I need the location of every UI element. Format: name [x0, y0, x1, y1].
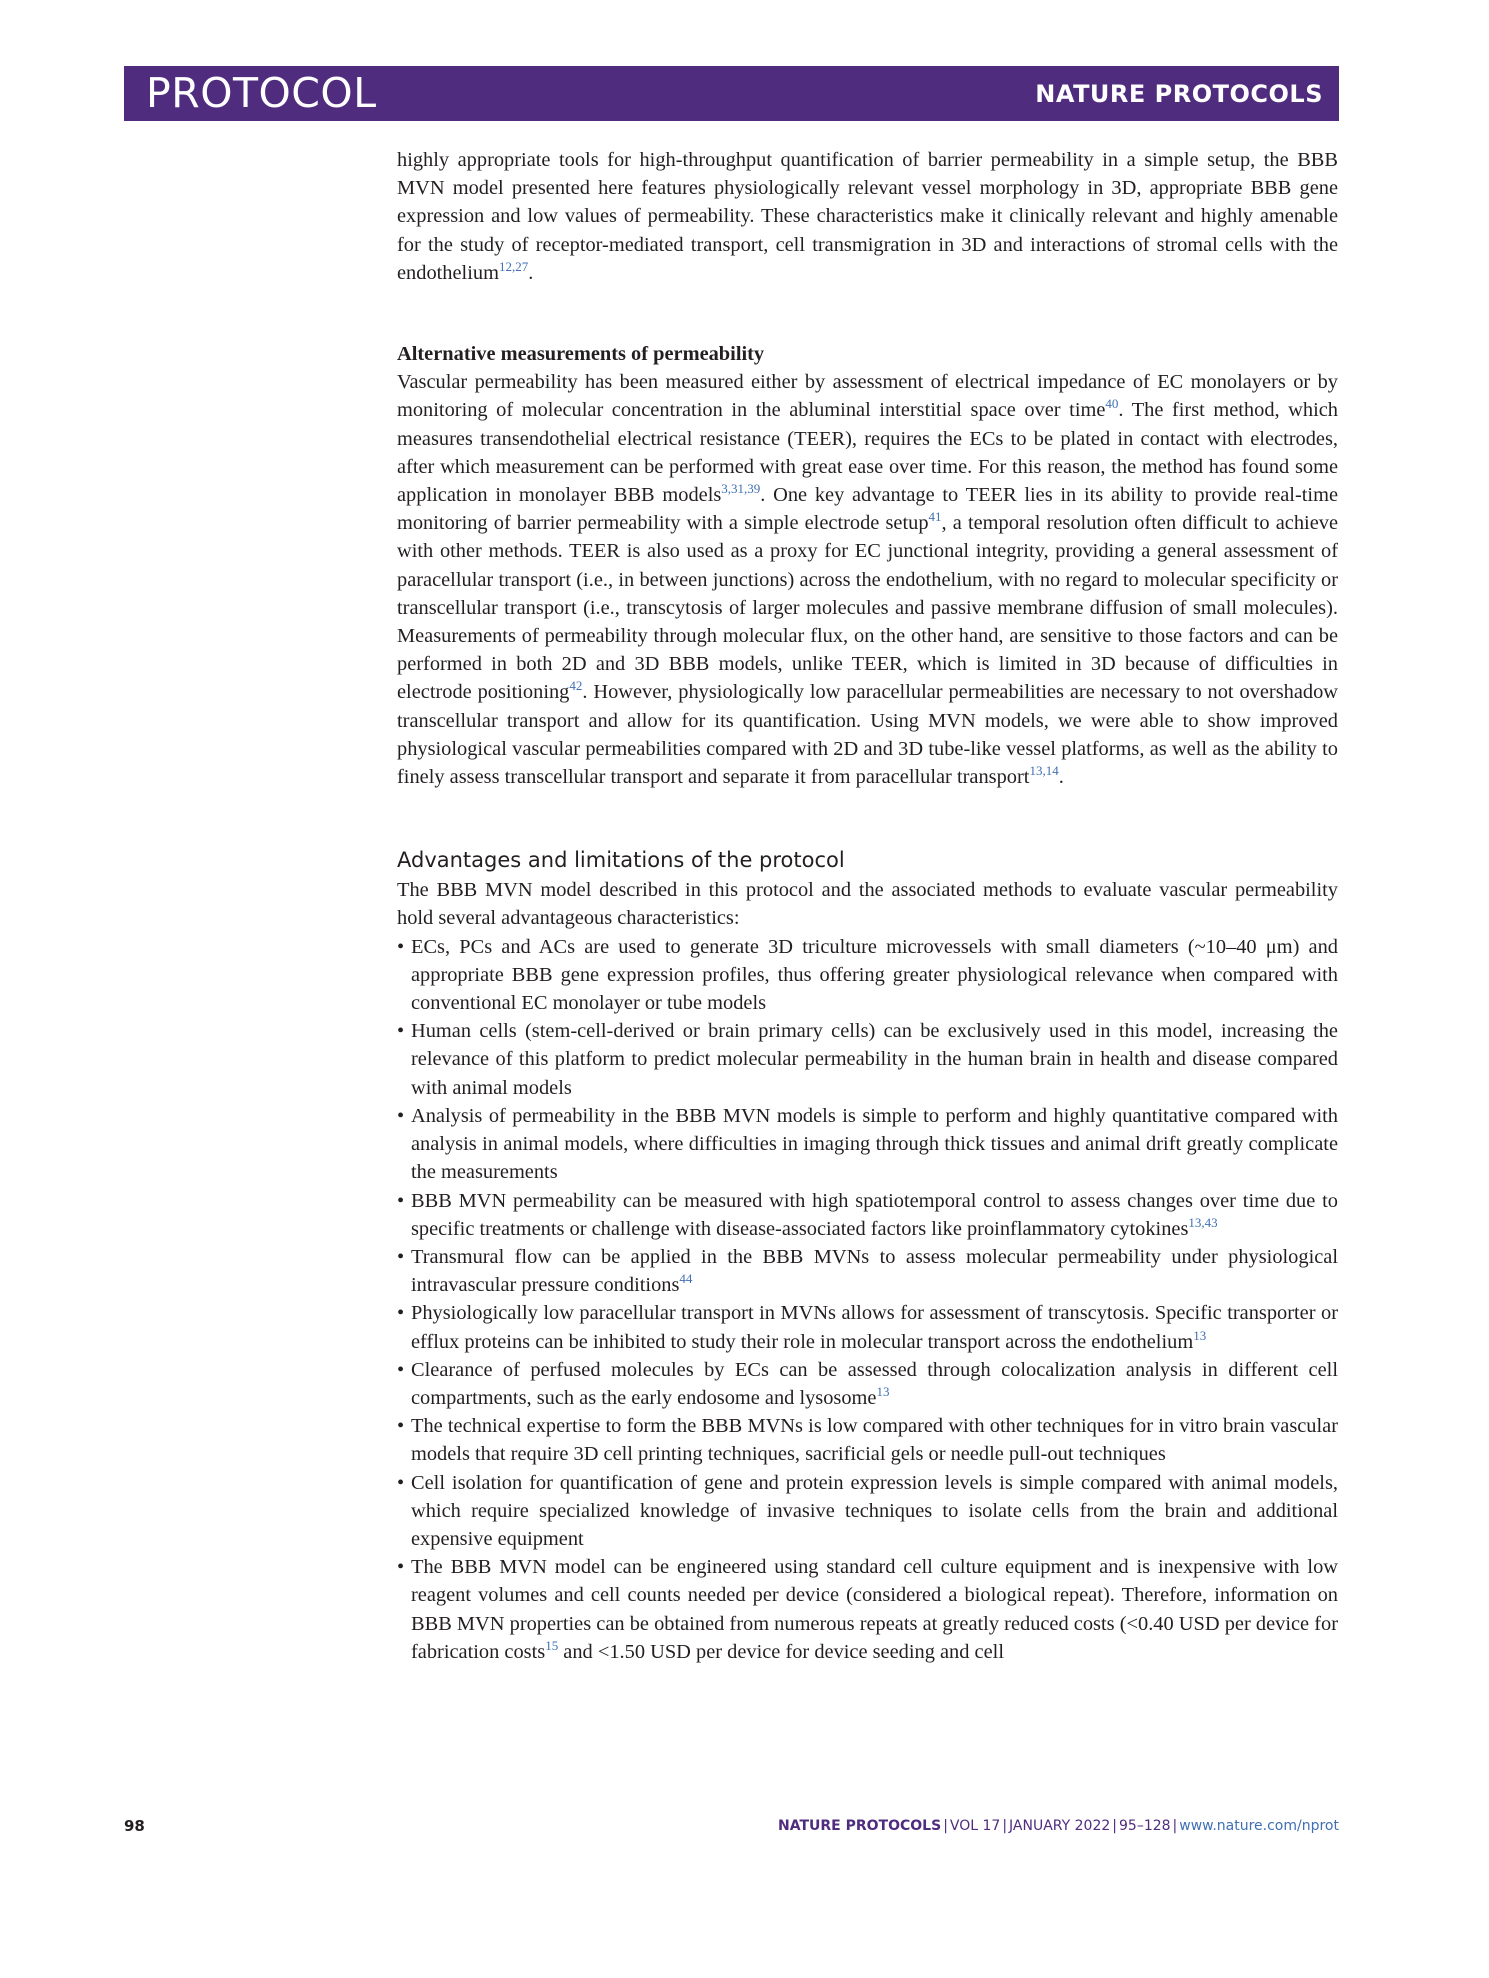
- section-label: PROTOCOL: [146, 69, 377, 117]
- separator: |: [943, 1818, 948, 1834]
- bullet-icon: •: [397, 1189, 405, 1212]
- alt-text-2: . The first method, which measures transendothelial electrical resistance (TEER), requires the ECs to be plated in contact with electrodes, after which measurement can be performed with great ease over time. For this reason, the method has found some application in monolayer BBB models: [397, 399, 1338, 507]
- citation-link[interactable]: 13: [876, 1383, 890, 1399]
- list-item-text: Transmural flow can be applied in the BBB MVNs to assess molecular permeability under physiological intravascular pressure conditions: [411, 1245, 1338, 1297]
- alt-text-4: , a temporal resolution often difficult to achieve with other methods. TEER is also used as a proxy for EC junctional integrity, providing a general assessment of paracellular transport (i.e., in between junctions) across the endothelium, with no regard to molecular specificity or transcellular transport (i.e., transcytosis of larger molecules and passive membrane diffusion of small molecules). Measurements of permeability through molecular flux, on the other hand, are sensitive to those factors and can be performed in both 2D and 3D BBB models, unlike TEER, which is limited in 3D because of difficulties in electrode positioning: [397, 512, 1338, 704]
- issue-date: JANUARY 2022: [1009, 1818, 1111, 1834]
- citation-link[interactable]: 12,27: [498, 258, 529, 274]
- intro-paragraph: [397, 146, 1338, 287]
- citation-link[interactable]: 3,31,39: [721, 481, 761, 497]
- advantages-list: [397, 933, 1338, 1666]
- list-item: [397, 1356, 1338, 1412]
- list-item-text: The technical expertise to form the BBB MVNs is low compared with other techniques for in vitro brain vascular models that require 3D cell printing techniques, sacrificial gels or needle pull-out techniques: [411, 1415, 1338, 1466]
- citation-link[interactable]: 40: [1105, 396, 1119, 412]
- list-item-text: Human cells (stem-cell-derived or brain primary cells) can be exclusively used in this model, increasing the relevance of this platform to predict molecular permeability in the human brain in health and disease compared with animal models: [411, 1020, 1338, 1099]
- alt-text-5: . However, physiologically low paracellular permeabilities are necessary to not overshadow transcellular transport and allow for its quantification. Using MVN models, we were able to show improved physiological vascular permeabilities compared with 2D and 3D tube-like vessel platforms, as well as the ability to finely assess transcellular transport and separate it from paracellular transport: [397, 681, 1338, 789]
- list-item: [397, 1187, 1338, 1243]
- citation-link[interactable]: 15: [545, 1637, 559, 1653]
- header-banner: [124, 66, 1339, 121]
- bullet-icon: •: [397, 1358, 405, 1381]
- separator: |: [1112, 1818, 1117, 1834]
- citation-link[interactable]: 41: [928, 509, 942, 525]
- section-heading-advantages-limitations: Advantages and limitations of the protocol: [397, 848, 845, 873]
- page-range: 95–128: [1119, 1818, 1171, 1834]
- bullet-icon: •: [397, 1104, 405, 1127]
- list-item: [397, 1299, 1338, 1355]
- bullet-icon: •: [397, 1556, 405, 1579]
- citation-link[interactable]: 42: [569, 678, 583, 694]
- list-item-text: Cell isolation for quantification of gene and protein expression levels is simple compared with animal models, which require specialized knowledge of invasive techniques to isolate cells from the brain and additional expensive equipment: [411, 1471, 1338, 1550]
- section-heading-alternative-measurements: Alternative measurements of permeability: [397, 343, 765, 366]
- list-item-text: Clearance of perfused molecules by ECs can be assessed through colocalization analysis in different cell compartments, such as the early endosome and lysosome: [411, 1358, 1338, 1409]
- page-number: 98: [124, 1817, 145, 1835]
- list-item: [397, 1469, 1338, 1554]
- journal-citation: [778, 1814, 1339, 1838]
- citation-link[interactable]: 44: [679, 1271, 693, 1287]
- page-footer: [124, 1814, 1339, 1838]
- alt-text-6: .: [1058, 766, 1064, 789]
- journal-name: NATURE PROTOCOLS: [778, 1818, 942, 1834]
- bullet-icon: •: [397, 1245, 405, 1268]
- article-body: [397, 146, 1338, 1666]
- volume: VOL 17: [949, 1818, 1001, 1834]
- list-item: [397, 933, 1338, 1018]
- list-item-text: Physiologically low paracellular transport in MVNs allows for assessment of transcytosis. Specific transporter or efflux proteins can be inhibited to study their role in molecular transport across the endothelium: [411, 1302, 1338, 1353]
- advantages-intro: The BBB MVN model described in this protocol and the associated methods to evaluate vascular permeability hold several advantageous characteristics:: [397, 879, 1338, 930]
- alt-text-3: . One key advantage to TEER lies in its ability to provide real-time monitoring of barrier permeability with a simple electrode setup: [397, 484, 1338, 535]
- list-item-tail: and <1.50 USD per device for device seeding and cell: [558, 1640, 1004, 1663]
- bullet-icon: •: [397, 935, 405, 958]
- citation-link[interactable]: 13: [1193, 1327, 1207, 1343]
- list-item: [397, 1553, 1338, 1666]
- separator: |: [1172, 1818, 1178, 1834]
- list-item: [397, 1017, 1338, 1102]
- alternative-measurements-paragraph: [397, 368, 1338, 791]
- intro-text: highly appropriate tools for high-throughput quantification of barrier permeability in a simple setup, the BBB MVN model presented here features physiologically relevant vessel morphology in 3D, appropriate BBB gene expression and low values of permeability. These characteristics make it clinically relevant and highly amenable for the study of receptor-mediated transport, cell transmigration in 3D and interactions of stromal cells with the endothelium: [397, 149, 1338, 284]
- bullet-icon: •: [397, 1302, 405, 1325]
- list-item-text: The BBB MVN model can be engineered using standard cell culture equipment and is inexpensive with low reagent volumes and cell counts needed per device (considered a biological repeat). Therefore, information on BBB MVN properties can be obtained from numerous repeats at greatly reduced costs (<0.40 USD per device for fabrication costs: [411, 1556, 1338, 1663]
- bullet-icon: •: [397, 1415, 405, 1438]
- list-item-text: Analysis of permeability in the BBB MVN models is simple to perform and highly quantitative compared with analysis in animal models, where difficulties in imaging through thick tissues and animal drift greatly complicate the measurements: [411, 1104, 1338, 1184]
- journal-url-link[interactable]: www.nature.com/nprot: [1179, 1818, 1339, 1834]
- citation-link[interactable]: 13,14: [1029, 763, 1059, 779]
- bullet-icon: •: [397, 1020, 405, 1043]
- list-item: [397, 1243, 1338, 1299]
- intro-end: .: [528, 261, 534, 284]
- separator: |: [1002, 1818, 1008, 1834]
- list-item: [397, 1102, 1338, 1187]
- bullet-icon: •: [397, 1471, 405, 1494]
- list-item: [397, 1412, 1338, 1468]
- journal-label: NATURE PROTOCOLS: [1035, 80, 1323, 108]
- alt-text-1: Vascular permeability has been measured either by assessment of electrical impedance of EC monolayers or by monitoring of molecular concentration in the abluminal interstitial space over time: [397, 371, 1338, 422]
- list-item-text: BBB MVN permeability can be measured with high spatiotemporal control to assess changes over time due to specific treatments or challenge with disease-associated factors like proinflammatory cytokines: [411, 1189, 1338, 1240]
- list-item-text: ECs, PCs and ACs are used to generate 3D triculture microvessels with small diameters (~10–40 μm) and appropriate BBB gene expression profiles, thus offering greater physiological relevance when compared with conventional EC monolayer or tube models: [411, 935, 1338, 1015]
- citation-link[interactable]: 13,43: [1188, 1214, 1218, 1230]
